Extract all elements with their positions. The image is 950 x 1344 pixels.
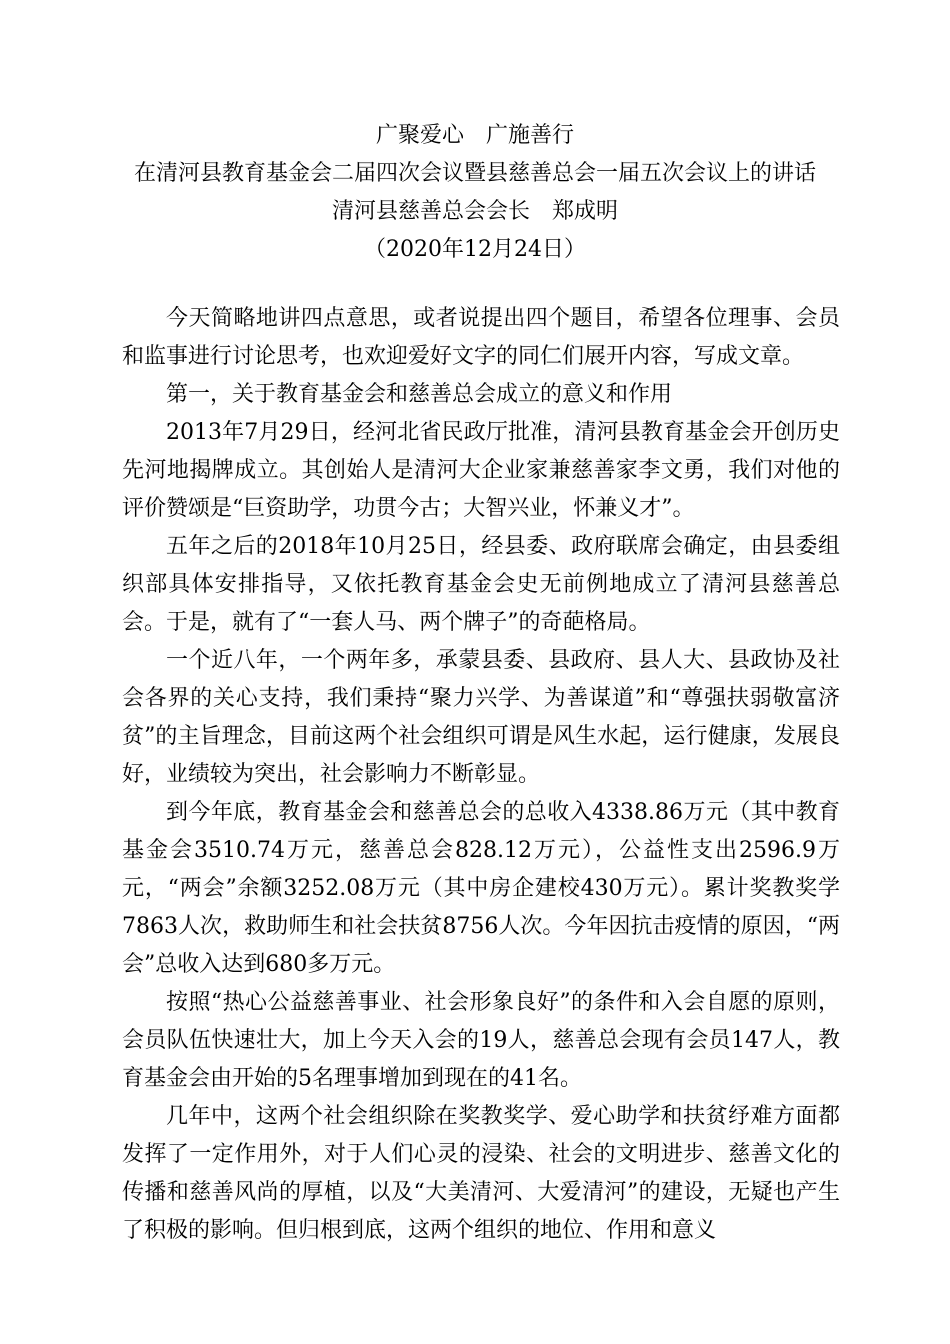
paragraph-development: 一个近八年，一个两年多，承蒙县委、县政府、县人大、县政协及社会各界的关心支持，我们秉持“聚力兴学、为善谋道”和“尊强扶弱敬富济贫”的主旨理念，目前这两个社会组织可谓是风生水起，运行健康，发展良好，业绩较为突出，社会影响力不断彰显。 (122, 648, 840, 787)
paragraph-membership: 按照“热心公益慈善事业、社会形象良好”的条件和入会自愿的原则，会员队伍快速壮大，加上今天入会的19人，慈善总会现有会员147人，教育基金会由开始的5名理事增加到现在的41名。 (122, 990, 840, 1091)
speech-date: （2020年12月24日） (364, 237, 586, 262)
document-subtitle: 在清河县教育基金会二届四次会议暨县慈善总会一届五次会议上的讲话 (133, 161, 816, 186)
paragraph-2018: 五年之后的2018年10月25日，经县委、政府联席会确定，由县委组织部具体安排指导，又依托教育基金会史无前例地成立了清河县慈善总会。于是，就有了“一套人马、两个牌子”的奇葩格局。 (122, 534, 840, 635)
paragraph-impact: 几年中，这两个社会组织除在奖教奖学、爱心助学和扶贫纾难方面都发挥了一定作用外，对于人们心灵的浸染、社会的文明进步、慈善文化的传播和慈善风尚的厚植，以及“大美清河、大爱清河”的建设，无疑也产生了积极的影响。但归根到底，这两个组织的地位、作用和意义 (122, 1104, 840, 1243)
document-body (122, 300, 840, 1250)
section-heading-1: 第一，关于教育基金会和慈善总会成立的意义和作用 (166, 382, 673, 407)
paragraph-finance: 到今年底，教育基金会和慈善总会的总收入4338.86万元（其中教育基金会3510.74万元，慈善总会828.12万元），公益性支出2596.9万元，“两会”余额3252.08万元（其中房企建校430万元）。累计奖教奖学7863人次，救助师生和社会扶贫8756人次。今年因抗击疫情的原因，“两会”总收入达到680多万元。 (122, 800, 840, 977)
paragraph-intro: 今天简略地讲四点意思，或者说提出四个题目，希望各位理事、会员和监事进行讨论思考，也欢迎爱好文字的同仁们展开内容，写成文章。 (122, 306, 840, 369)
speaker-line: 清河县慈善总会会长 郑成明 (331, 199, 618, 224)
paragraph-2013: 2013年7月29日，经河北省民政厅批准，清河县教育基金会开创历史先河地揭牌成立。其创始人是清河大企业家兼慈善家李文勇，我们对他的评价赞颂是“巨资助学，功贯今古；大智兴业，怀兼义才”。 (122, 420, 840, 521)
document-title: 广聚爱心 广施善行 (375, 123, 574, 148)
